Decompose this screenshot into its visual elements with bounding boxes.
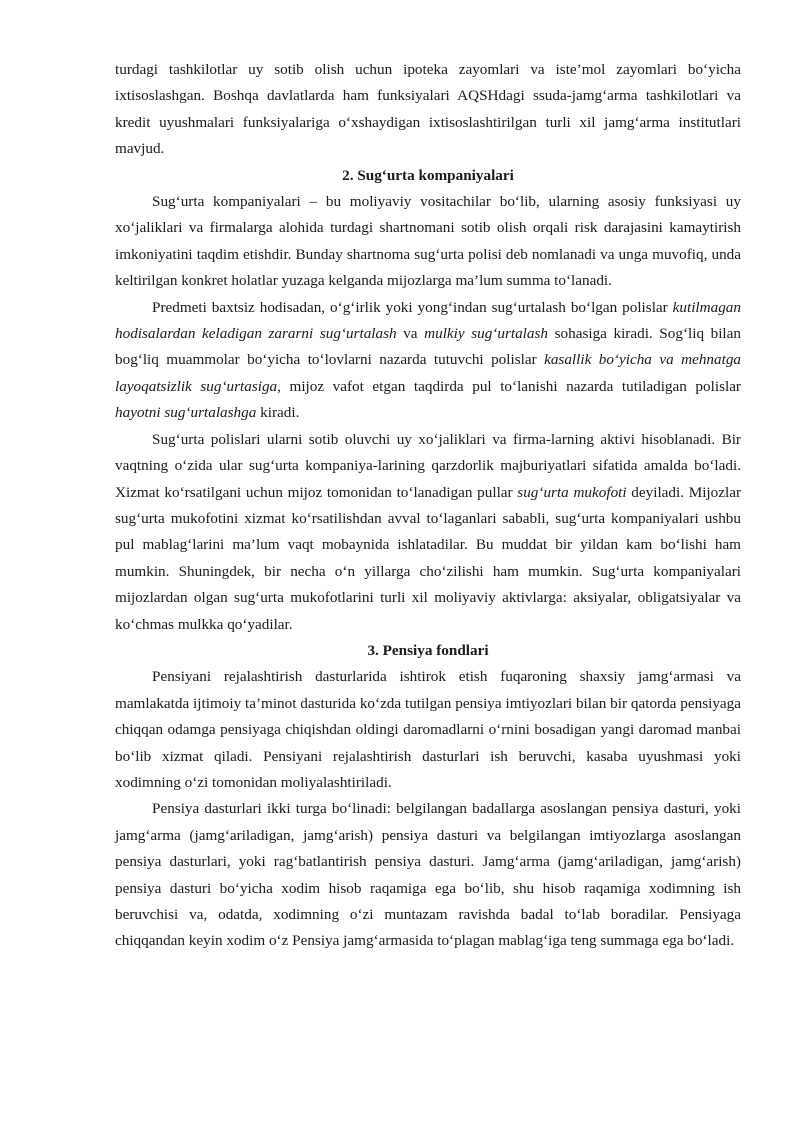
paragraph-insurance-policies — [115, 427, 741, 638]
paragraph-insurance-definition: Sug‘urta kompaniyalari – bu moliyaviy vositachilar bo‘lib, ularning asosiy funksiyasi uy xo‘jaliklari va firmalarga alohida turdagi shartnomani sotib olish orqali risk darajasini kamaytirish imkoniyatini taqdim etishdir. Bunday shartnoma sug‘urta polisi deb nomlanadi va unga muvofiq, unda keltirilgan konkret holatlar yuzaga kelganda mijozlarga ma’lum summa to‘lanadi. — [115, 193, 741, 290]
text-run: deyiladi. Mijozlar sug‘urta mukofotini xizmat ko‘rsatilishdan avval to‘laganlari sababli, sug‘urta kompaniyalari ushbu pul mablag‘larini ma’lum vaqt mobaynida ishlatadilar. Bu muddat bir yildan kam bo‘lishi ham mumkin. Shuningdek, bir necha o‘n yillarga cho‘zilishi ham mumkin. Sug‘urta kompaniyalari mijozlardan olgan sug‘urta mukofotlarini turli xil moliyaviy aktivlarga: aksiyalar, obligatsiyalar va ko‘chmas mulkka qo‘yadilar. — [115, 483, 742, 633]
document-page — [115, 57, 741, 955]
italic-term: sug‘urta mukofoti — [517, 483, 627, 501]
italic-term: hayotni sug‘urtalashga — [115, 404, 257, 422]
text-run: kiradi. — [256, 404, 300, 422]
text-run: , mijoz vafot etgan taqdirda pul to‘lanishi nazarda tutiladigan polislar — [277, 377, 741, 395]
paragraph-pension-planning: Pensiyani rejalashtirish dasturlarida ishtirok etish fuqaroning shaxsiy jamg‘armasi va mamlakatda ijtimoiy ta’minot dasturida ko‘zda tutilgan pensiya imtiyozlari bilan bir qatorda pensiyaga chiqqan odamga pensiyaga chiqishdan oldingi daromadlarni o‘rnini bosadigan yangi daromad manbai bo‘lib xizmat qiladi. Pensiyani rejalashtirish dasturlari ish beruvchi, kasaba uyushmasi yoki xodimning o‘zi tomonidan moliyalashtiriladi. — [115, 668, 741, 791]
section-heading-insurance: 2. Sug‘urta kompaniyalari — [342, 166, 514, 184]
section-heading-pension: 3. Pensiya fondlari — [367, 641, 489, 659]
text-run: va — [396, 325, 425, 343]
text-run: sohasiga kiradi. Sog‘liq bilan bog‘liq muammolar bo‘yicha to‘lovlarni nazarda tutuvchi polislar — [115, 325, 741, 369]
text-run: Predmeti baxtsiz hodisadan, o‘g‘irlik yoki yong‘indan sug‘urtalash bo‘lgan polislar — [152, 298, 673, 316]
paragraph-insurance-types — [115, 295, 741, 427]
text-run: Sug‘urta polislari ularni sotib oluvchi uy xo‘jaliklari va firma-larning aktivi hisoblanadi. Bir vaqtning o‘zida ular sug‘urta kompaniya-larining qarzdorlik majburiyatlari sifatida amalda bo‘ladi. Xizmat ko‘rsatilgani uchun mijoz tomonidan to‘lanadigan pullar — [115, 430, 741, 501]
paragraph-intro: turdagi tashkilotlar uy sotib olish uchun ipoteka zayomlari va iste’mol zayomlari bo‘yicha ixtisoslashgan. Boshqa davlatlarda ham funksiyalari AQSHdagi ssuda-jamg‘arma tashkilotlari va kredit uyushmalari funksiyalariga o‘xshaydigan ixtisoslashtirilgan turli xil jamg‘arma institutlari mavjud. — [115, 61, 741, 158]
italic-term: kasallik bo‘yicha va mehnatga layoqatsizlik sug‘urtasiga — [115, 351, 742, 395]
italic-term: mulkiy sug‘urtalash — [424, 325, 549, 343]
paragraph-pension-types: Pensiya dasturlari ikki turga bo‘linadi: belgilangan badallarga asoslangan pensiya dasturi, yoki jamg‘arma (jamg‘ariladigan, jamg‘arish) pensiya dasturi va belgilangan imtiyozlarga asoslangan pensiya dasturlari, yoki rag‘batlantirish pensiya dasturi. Jamg‘arma (jamg‘ariladigan, jamg‘arish) pensiya dasturi bo‘yicha xodim hisob raqamiga ega bo‘lib, shu hisob raqamiga xodimning ish beruvchisi va, odatda, xodimning o‘zi muntazam ravishda badal to‘lab boradilar. Pensiyaga chiqqandan keyin xodim o‘z Pensiya jamg‘armasida to‘plagan mablag‘iga teng summaga ega bo‘ladi. — [115, 800, 741, 950]
italic-term: kutilmagan hodisalardan keladigan zararni sug‘urtalash — [115, 298, 741, 343]
